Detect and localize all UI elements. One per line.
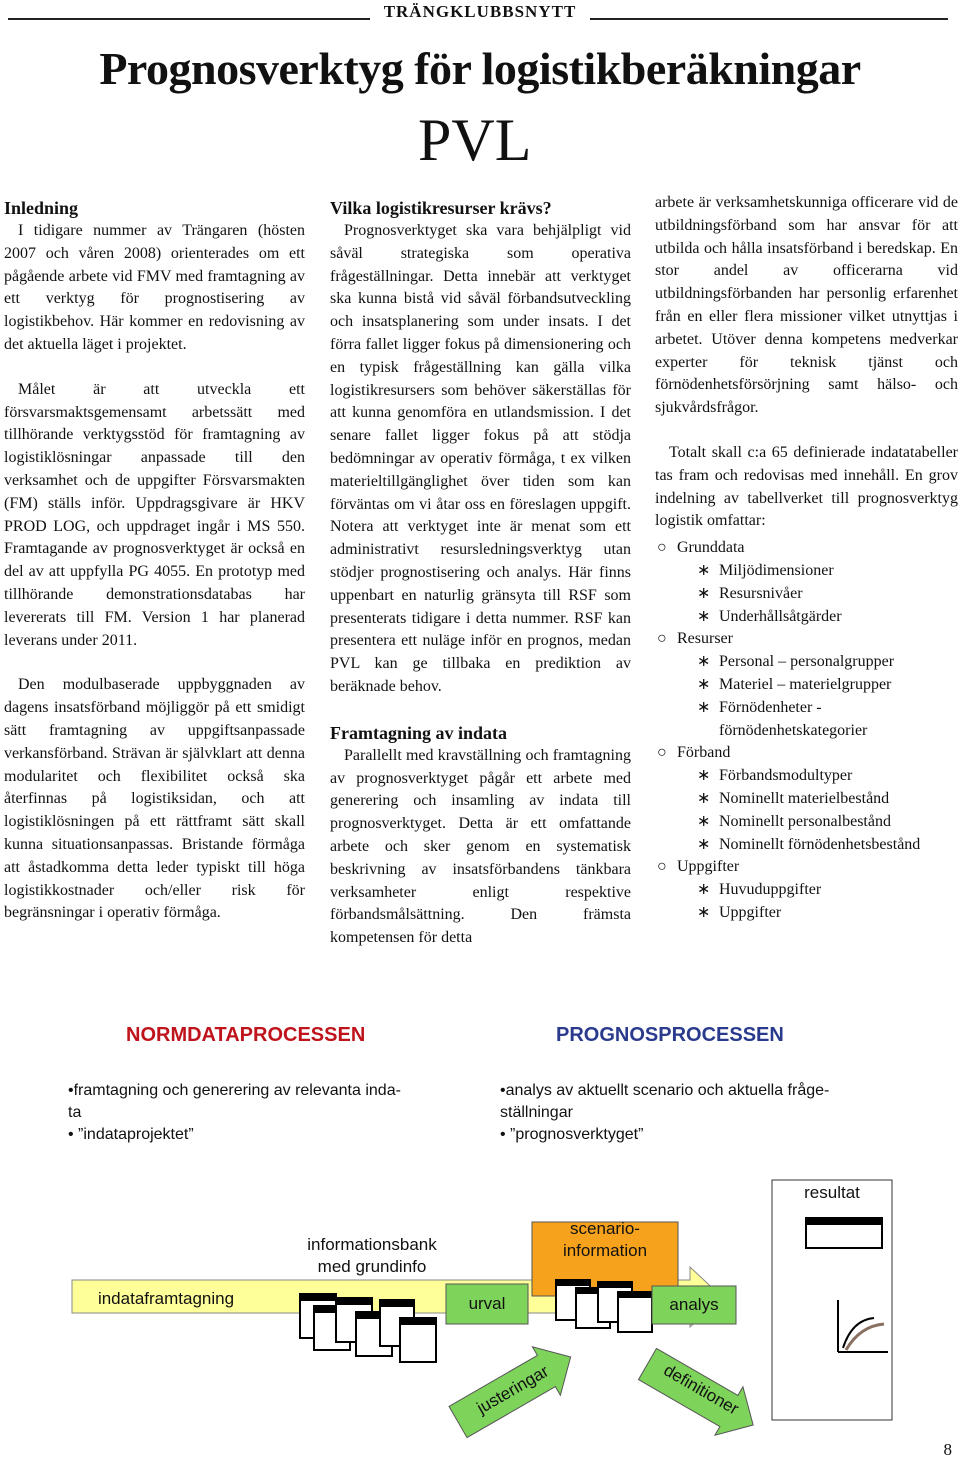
- table-category-list: [655, 537, 958, 925]
- list-item: ∗ Förbandsmodultyper: [697, 767, 853, 785]
- paragraph: Parallellt med kravställning och framtagning av prognosverktyget pågår ett arbete med generering och insamling av indata till prognosverktyget. Detta är ett omfattande arbete och sker genom en systematisk beskrivning av insatsförbandens tänkbara verksamheter enligt respektive förbandsmålsättning. Den främsta kompetensen för detta: [330, 746, 631, 947]
- list-item: ∗ Förnödenheter - förnödenhetskategorier: [697, 698, 868, 739]
- paragraph: Totalt skall c:a 65 definierade indatatabeller tas fram och redovisas med innehåll. En grov indelning av tabellverket till prognosverktyg logistik omfattar:: [655, 443, 958, 530]
- resultat-label: resultat: [804, 1183, 860, 1202]
- prognos-description: •analys av aktuellt scenario och aktuella fråge- ställningar • ”prognosverktyget”: [500, 1082, 830, 1143]
- list-item: ∗ Uppgifter: [697, 903, 782, 921]
- justeringar-label: justeringar: [473, 1361, 552, 1418]
- paragraph: arbete är verksamhetskunniga officerare vid de utbildningsförband som har ansvar för att utbilda och hålla insatsförband i beredskap. En stor andel av officerarna vid utbildningsförbanden har personlig erfarenhet från en eller flera missioner vilket utnyttjas i arbetet. Utöver denna kompetens medverkar experter för teknisk tjänst och förnödenhetsförsörjning samt hälso- och sjukvårdsfrågor.: [655, 194, 958, 417]
- column-2: [330, 196, 631, 950]
- heading-logistikresurser: Vilka logistikresurser krävs?: [330, 198, 552, 218]
- paragraph: Den modulbaserade uppbyggnaden av dagens insatsförband möjliggör på ett smidigt sätt framtagning av uppgiftsanpassade verkansförband. Strävan är självklart att denna modularitet och flexibilitet också ska återfinnas på logistiksidan, och att logistiklösningen på ett rättframt sätt skall kunna situationsanpassas. Bristande förmåga att åstadkomma detta leder typiskt till höga logistikkostnader och/eller risk för begränsningar i operativ förmåga.: [4, 676, 305, 922]
- list-item: ∗ Materiel – materielgrupper: [697, 675, 892, 693]
- paragraph: I tidigare nummer av Trängaren (hösten 2007 och våren 2008) orienterades om ett pågående arbete vid FMV med framtagning av ett verktyg för prognostisering av logistikbehov. Här kommer en redovisning av det aktuella läget i projektet.: [4, 222, 305, 353]
- normdata-description: •framtagning och generering av relevanta inda- ta • ”indataprojektet”: [68, 1082, 401, 1143]
- page-subtitle: PVL: [418, 107, 532, 173]
- list-item: ∗ Nominellt personalbestånd: [697, 812, 891, 830]
- urval-label: urval: [468, 1294, 506, 1313]
- bullet: ○: [657, 744, 667, 762]
- page-number: 8: [943, 1440, 952, 1459]
- column-3: [655, 192, 958, 925]
- publication-header: TRÄNGKLUBBSNYTT: [383, 2, 577, 21]
- list-item: ○ Förband ∗ Förbandsmodultyper ∗ Nominellt materielbestånd ∗ Nominellt personalbestånd ∗ Nominellt förnödenhetsbestånd: [655, 742, 958, 856]
- paragraph: Prognosverktyget ska vara behjälpligt vid såväl strategiska som operativa frågeställningar. Detta innebär att verktyget ska kunna bistå vid såväl förbandsutveckling och insatsplanering som under insats. I det förra fallet ligger fokus på dimensionering och en typisk frågeställning kan gälla vilka logistikresursers som behöver säkerställas för att kunna genomföra en utlandsmission. I det senare fallet ligger fokus på att stödja bedömningar av operativ förmåga, t ex vilken materieltillgänglighet över tiden som kan förväntas om vi åtar oss en föreslagen uppgift. Notera att verktyget inte är menat som ett administrativt resursledningsverktyg utan stödjer prognostisering och analys. Här finns uppenbart en naturlig gränsyta till RSF som presenterats tidigare i detta nummer. RSF kan presentera ett nuläge inför en prognos, medan PVL kan ge tillbaka en prediktion av beräknade behov.: [330, 222, 631, 695]
- list-item: ∗ Underhållsåtgärder: [697, 607, 842, 625]
- list-item: ∗ Huvuduppgifter: [697, 881, 822, 899]
- definitioner-label: definitioner: [660, 1360, 743, 1419]
- column-1: [4, 196, 305, 925]
- resultat-graph: [772, 1180, 892, 1420]
- informationsbank-label: informationsbank med grundinfo: [307, 1235, 437, 1276]
- normdata-title: NORMDATAPROCESSEN: [126, 1024, 366, 1046]
- list-item: ∗ Personal – personalgrupper: [697, 653, 895, 671]
- indataframtagning-label: indataframtagning: [97, 1289, 235, 1308]
- list-item: ∗ Nominellt materielbestånd: [697, 789, 890, 807]
- header-rule-right: [590, 18, 948, 20]
- page-title: Prognosverktyg för logistikberäkningar: [99, 43, 861, 94]
- list-item: ○ Uppgifter ∗ Huvuduppgifter ∗ Uppgifter: [655, 856, 958, 924]
- list-item: ○ Grunddata ∗ Miljödimensioner ∗ Resursnivåer ∗ Underhållsåtgärder: [655, 537, 958, 628]
- list-item: ∗ Resursnivåer: [697, 584, 803, 602]
- heading-framtagning: Framtagning av indata: [330, 722, 508, 743]
- bullet: ○: [657, 858, 667, 876]
- list-item: ∗ Miljödimensioner: [697, 561, 834, 579]
- header-rule-left: [8, 18, 370, 20]
- list-item: ○ Resurser ∗ Personal – personalgrupper ∗ Materiel – materielgrupper ∗ Förnödenheter - förnödenhetskategorier: [655, 628, 958, 742]
- heading-inledning: Inledning: [4, 198, 79, 218]
- paragraph: Målet är att utveckla ett försvarsmaktsgemensamt arbetssätt med tillhörande verktygsstöd för framtagning av logistiklösningar anpassade till den verksamhet och de uppgifter Försvarsmakten (FM) ställs inför. Uppdragsgivare är HKV PROD LOG, och uppdraget ingår i MS 550. Framtagande av prognosverktyget är också en del av att uppfylla PG 4055. En prototyp med tillhörande demonstrationsdatabas har levererats till FM. Version 1 har planerad leverans under 2011.: [4, 380, 305, 649]
- scenario-label: scenario- information: [562, 1219, 648, 1260]
- bullet: ○: [657, 630, 667, 648]
- prognos-title: PROGNOSPROCESSEN: [556, 1024, 784, 1046]
- analys-label: analys: [669, 1295, 719, 1314]
- list-item: ∗ Nominellt förnödenhetsbestånd: [697, 835, 921, 853]
- bullet: ○: [657, 539, 667, 557]
